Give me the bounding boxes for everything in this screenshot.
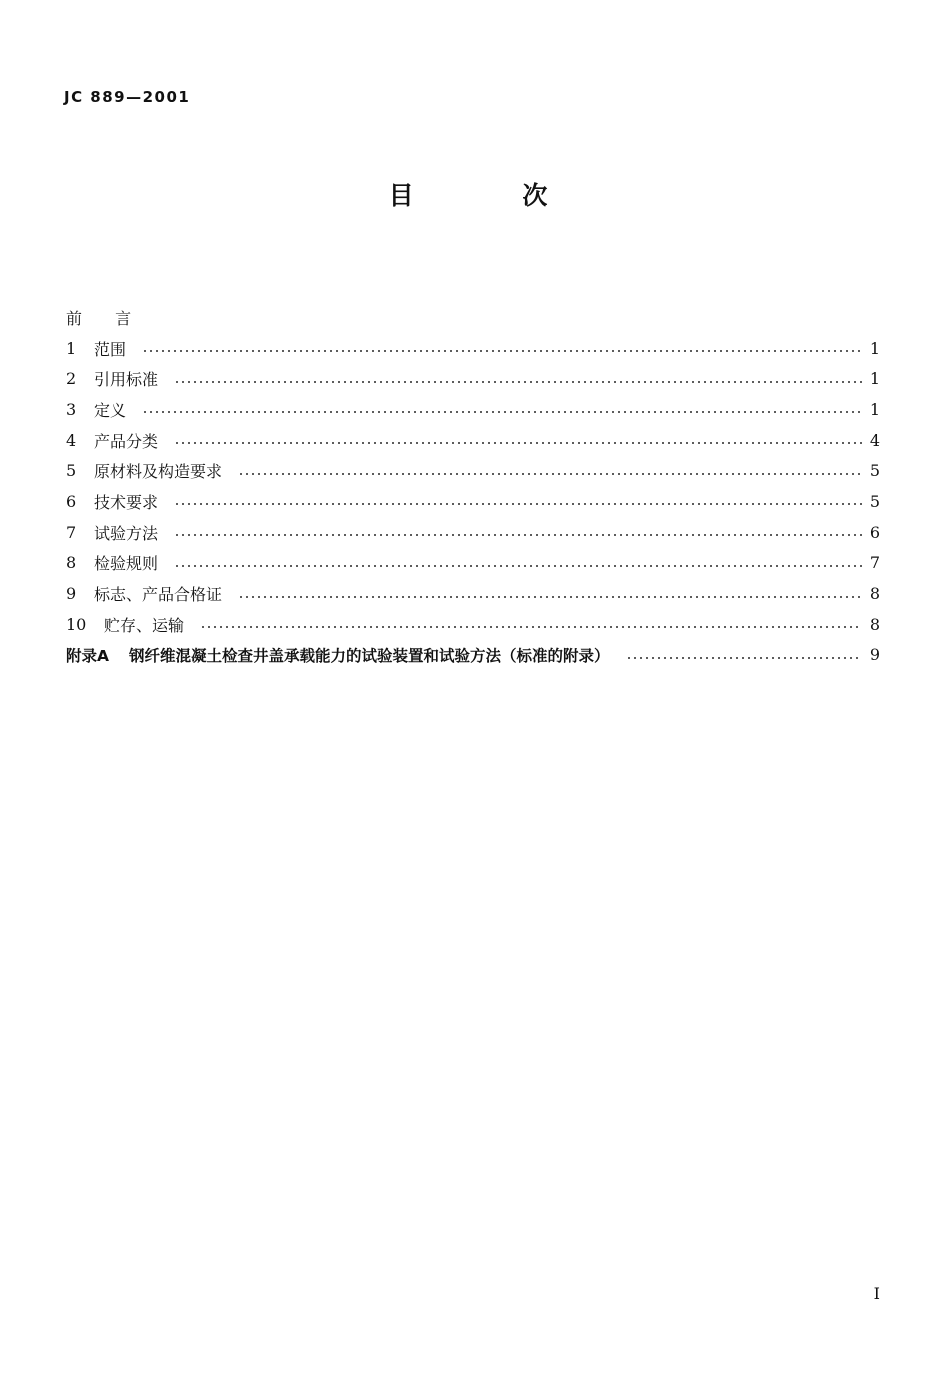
toc-entry-label: 定义 (94, 400, 127, 420)
toc-entry-number: 5 (66, 461, 77, 481)
dot-leader (238, 473, 862, 475)
toc-entry-page: 5 (869, 461, 880, 481)
page-title: 目 次 (388, 181, 598, 210)
toc-entry-classification[interactable] (66, 425, 880, 456)
dot-leader (174, 565, 862, 567)
toc-entry-inspection-rules[interactable] (66, 548, 880, 579)
toc-entry-page: 9 (869, 645, 880, 665)
toc-entry-page: 6 (869, 522, 880, 542)
toc-entry-label: 钢纤维混凝土检查井盖承载能力的试验装置和试验方法（标准的附录） (129, 646, 610, 665)
toc-entry-preface[interactable] (66, 302, 880, 333)
toc-entry-number: 8 (66, 553, 77, 573)
toc-entry-definitions[interactable] (66, 394, 880, 425)
toc-entry-number: 10 (66, 614, 87, 634)
toc-entry-label: 试验方法 (94, 523, 159, 543)
toc-entry-number: 4 (66, 430, 77, 450)
dot-leader (142, 350, 862, 352)
toc-entry-page: 7 (869, 553, 880, 573)
table-of-contents (66, 302, 880, 670)
toc-entry-label: 前 言 (66, 308, 146, 328)
toc-entry-label: 范围 (94, 339, 127, 359)
toc-entry-number: 附录A (66, 646, 109, 665)
toc-entry-label: 产品分类 (94, 431, 159, 451)
toc-entry-label: 原材料及构造要求 (94, 462, 223, 482)
toc-entry-technical-requirements[interactable] (66, 486, 880, 517)
dot-leader (174, 534, 862, 536)
toc-entry-materials[interactable] (66, 455, 880, 486)
page-number: I (873, 1284, 880, 1303)
toc-entry-page: 1 (869, 338, 880, 358)
toc-entry-storage-transport[interactable] (66, 609, 880, 640)
toc-entry-page: 8 (869, 584, 880, 604)
toc-entry-number: 3 (66, 399, 77, 419)
toc-entry-page: 8 (869, 614, 880, 634)
toc-entry-label: 检验规则 (94, 554, 159, 574)
toc-entry-label: 引用标准 (94, 370, 159, 390)
toc-entry-marking[interactable] (66, 578, 880, 609)
toc-entry-page: 4 (869, 430, 880, 450)
dot-leader (238, 596, 862, 598)
dot-leader (174, 503, 862, 505)
toc-entry-number: 6 (66, 491, 77, 511)
toc-entry-scope[interactable] (66, 333, 880, 364)
toc-entry-label: 贮存、运输 (104, 615, 185, 635)
toc-entry-normative-references[interactable] (66, 363, 880, 394)
dot-leader (174, 442, 862, 444)
toc-entry-number: 9 (66, 584, 77, 604)
toc-entry-number: 1 (66, 338, 77, 358)
toc-entry-appendix-a[interactable] (66, 640, 880, 671)
toc-entry-label: 技术要求 (94, 492, 159, 512)
toc-entry-number: 7 (66, 522, 77, 542)
toc-entry-page: 1 (869, 369, 880, 389)
toc-entry-test-methods[interactable] (66, 517, 880, 548)
dot-leader (142, 411, 862, 413)
toc-entry-number: 2 (66, 369, 77, 389)
dot-leader (174, 381, 862, 383)
toc-entry-page: 1 (869, 399, 880, 419)
toc-entry-page: 5 (869, 491, 880, 511)
dot-leader (200, 626, 862, 628)
dot-leader (626, 657, 862, 659)
standard-code: JC 889—2001 (64, 88, 191, 106)
toc-entry-label: 标志、产品合格证 (94, 585, 223, 605)
